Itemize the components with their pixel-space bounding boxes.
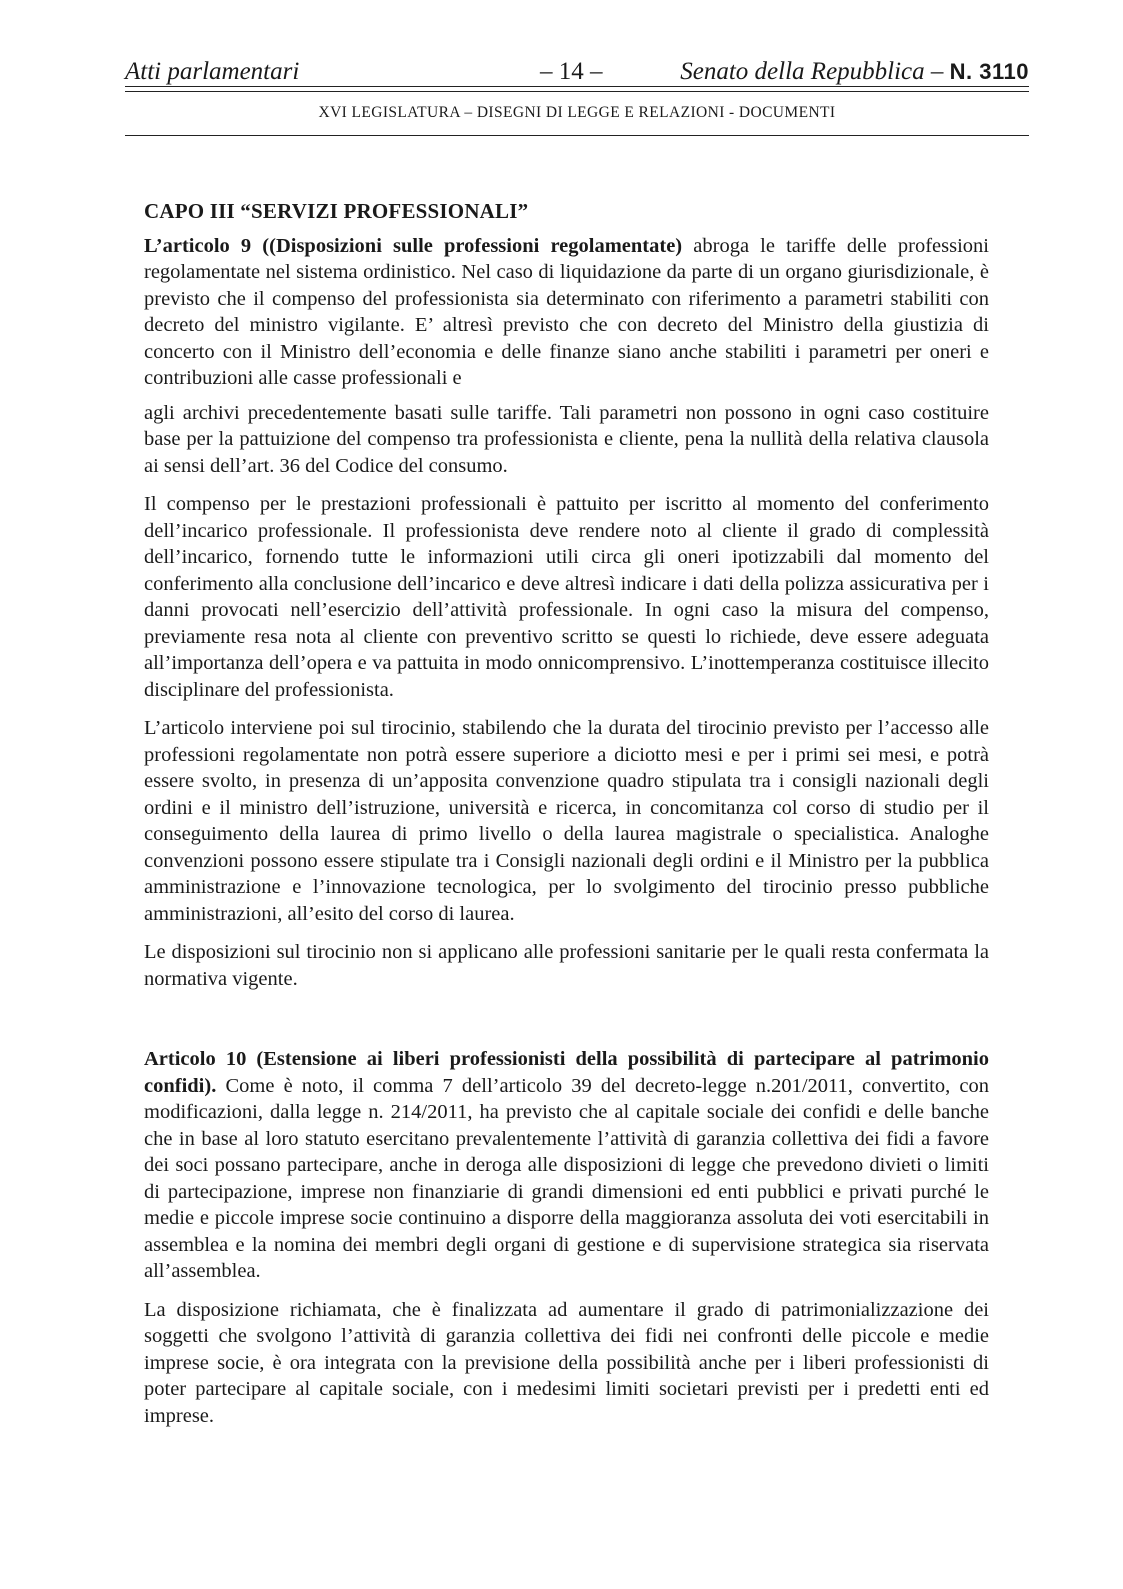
document-body	[144, 198, 989, 1441]
article-9-text: abroga le tariffe delle professioni regolamentate nel sistema ordinistico. Nel caso di liquidazione da parte di un organo giurisdizionale, è previsto che il compenso del professionista sia determinato con riferimento a parametri stabiliti con decreto del ministro vigilante. E’ altresì previsto che con decreto del Ministro della giustizia di concerto con il Ministro dell’economia e delle finanze siano anche stabiliti i parametri per oneri e contribuzioni alle casse professionali e	[144, 234, 989, 389]
paragraph-confidi-capital: La disposizione richiamata, che è finalizzata ad aumentare il grado di patrimonializzazione dei soggetti che svolgono l’attività di garanzia collettiva dei fidi nei confronti delle piccole e medie imprese socie, è ora integrata con la previsione della possibilità anche per i liberi professionisti di poter partecipare al capitale sociale, con i medesimi limiti societari previsti per i predetti enti ed imprese.	[144, 1298, 989, 1427]
page-header	[125, 58, 1029, 88]
header-chamber	[680, 58, 1029, 86]
subheader-rule	[125, 135, 1029, 136]
page-number: – 14 –	[540, 58, 603, 85]
article-10-text: Come è noto, il comma 7 dell’articolo 39 del decreto-legge n.201/2011, convertito, con modificazioni, dalla legge n. 214/2011, ha previsto che al capitale sociale dei confidi e delle banche che in base al loro statuto esercitano prevalentemente l’attività di garanzia collettiva dei fidi a favore dei soci possano partecipare, anche in deroga alle disposizioni di legge che prevedono divieti o limiti di partecipazione, imprese non finanziarie di grandi dimensioni ed enti pubblici e privati purché le medie e piccole imprese socie continuino a disporre della maggioranza assoluta dei voti esercitabili in assemblea e la nomina dei membri degli organi di gestione e di supervisione strategica sia riservata all’assemblea.	[144, 1074, 989, 1282]
article-10-heading: Articolo 10 (Estensione ai liberi professionisti della possibilità di partecipare al patrimonio confidi).	[144, 1048, 989, 1097]
paragraph-article-10	[144, 1046, 989, 1285]
header-rule-bottom	[125, 91, 1029, 92]
chapter-title: CAPO III “SERVIZI PROFESSIONALI”	[144, 199, 529, 223]
header-rule-top	[125, 86, 1029, 87]
article-9-heading: L’articolo 9 ((Disposizioni sulle professioni regolamentate)	[144, 234, 683, 257]
document-number: N. 3110	[949, 59, 1029, 84]
header-publication: Atti parlamentari	[125, 58, 300, 85]
paragraph-health-professions: Le disposizioni sul tirocinio non si applicano alle professioni sanitarie per le quali resta confermata la normativa vigente.	[144, 941, 989, 990]
paragraph-compensation: Il compenso per le prestazioni professionali è pattuito per iscritto al momento del conferimento dell’incarico professionale. Il professionista deve rendere noto al cliente il grado di complessità dell’incarico, fornendo tutte le informazioni utili circa gli oneri ipotizzabili dal momento del conferimento alla conclusione dell’incarico e deve altresì indicare i dati della polizza assicurativa per i danni provocati nell’esercizio dell’attività professionale. In ogni caso la misura del compenso, previamente resa nota al cliente con preventivo scritto se questi lo richiede, deve essere adeguata all’importanza dell’opera e va pattuita in modo onnicomprensivo. L’inottemperanza costituisce illecito disciplinare del professionista.	[144, 493, 989, 701]
header-senate: Senato della Repubblica –	[680, 58, 944, 85]
legislature-subtitle: XVI LEGISLATURA – DISEGNI DI LEGGE E RELAZIONI - DOCUMENTI	[318, 104, 836, 121]
section-spacer	[144, 1004, 989, 1046]
paragraph-tariffs: agli archivi precedentemente basati sulle tariffe. Tali parametri non possono in ogni caso costituire base per la pattuizione del compenso tra professionista e cliente, pena la nullità della relativa clausola ai sensi dell’art. 36 del Codice del consumo.	[144, 401, 989, 477]
paragraph-traineeship: L’articolo interviene poi sul tirocinio, stabilendo che la durata del tirocinio previsto per l’accesso alle professioni regolamentate non potrà essere superiore a diciotto mesi e per i primi sei mesi, e potrà essere svolto, in presenza di un’apposita convenzione quadro stipulata tra i consigli nazionali degli ordini e il ministro dell’istruzione, università e ricerca, in concomitanza col corso di studio per il conseguimento della laurea di primo livello o della laurea magistrale o specialistica. Analoghe convenzioni possono essere stipulate tra i Consigli nazionali degli ordini e il Ministro per la pubblica amministrazione e l’innovazione tecnologica, per lo svolgimento del tirocinio presso pubbliche amministrazioni, all’esito del corso di laurea.	[144, 717, 989, 925]
paragraph-article-9	[144, 233, 989, 392]
